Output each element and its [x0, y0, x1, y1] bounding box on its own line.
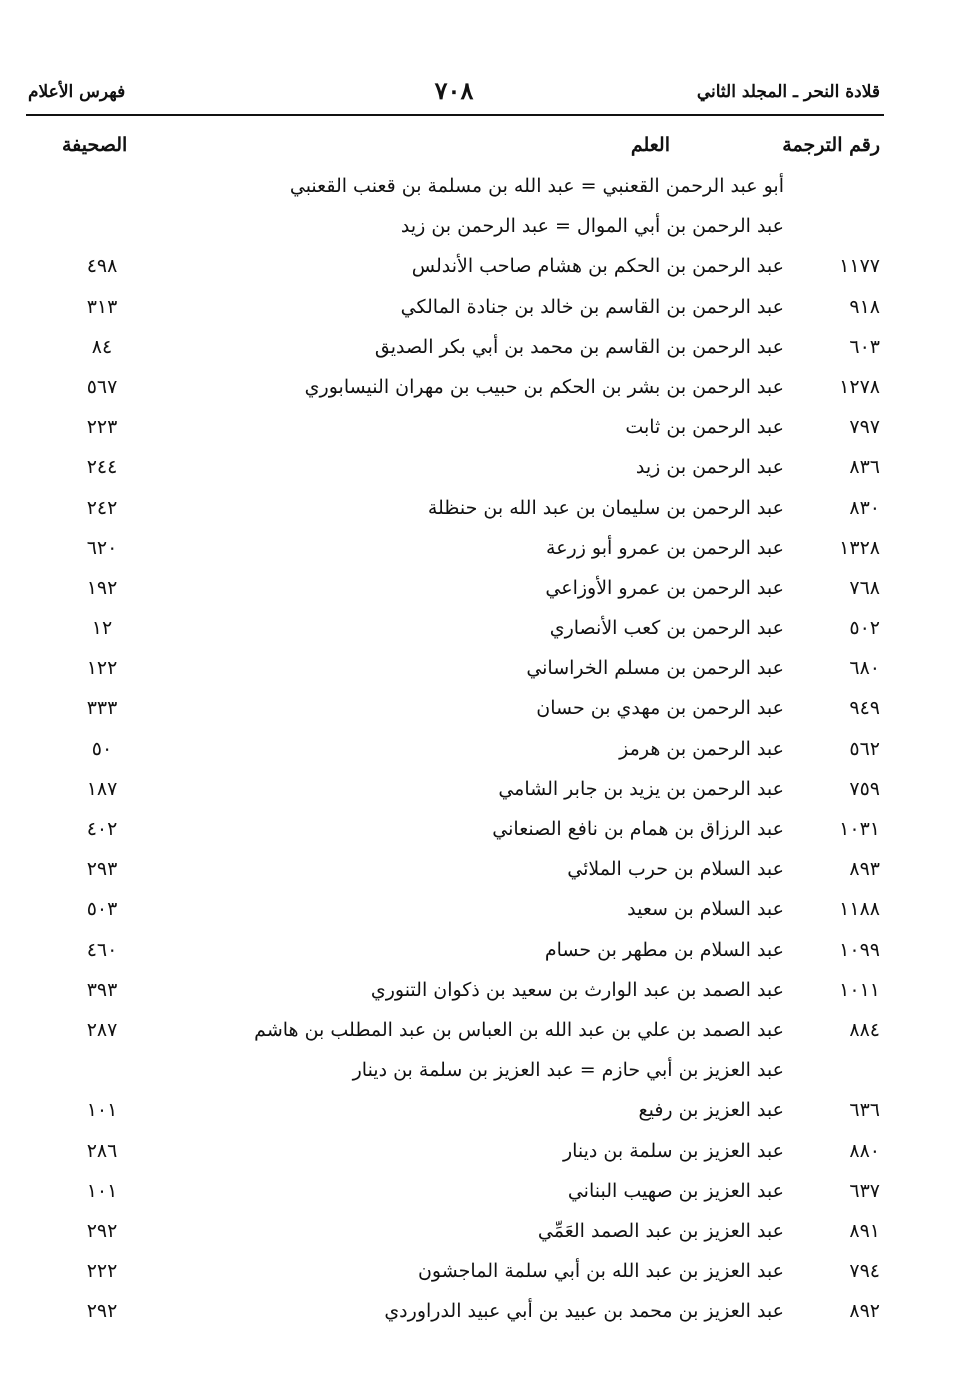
- entry-page: ٥٠٣: [86, 898, 118, 921]
- entry-name: عبد الرحمن بن أبي الموال = عبد الرحمن بن زيد: [400, 215, 784, 238]
- entry-page: ٢٢٣: [86, 416, 118, 439]
- index-entry: [0, 1251, 956, 1291]
- entry-name: عبد السلام بن سعيد: [627, 898, 784, 921]
- column-header-page: الصحيفة: [62, 134, 128, 156]
- index-entry: [0, 367, 956, 407]
- entry-page: ٢٤٤: [86, 456, 118, 479]
- entry-number: ٧٩٤: [849, 1260, 880, 1283]
- entry-number: ٨٩١: [849, 1219, 880, 1242]
- entry-name: عبد الرحمن بن مهدي بن حسان: [536, 697, 784, 720]
- index-entry: [0, 889, 956, 929]
- entry-page: ٥٦٧: [86, 375, 118, 398]
- entry-page: ٢٤٢: [86, 496, 118, 519]
- index-entry: [0, 447, 956, 487]
- entry-page: ١٠١: [86, 1179, 118, 1202]
- running-head: [28, 76, 880, 110]
- entry-number: ٨٨٤: [849, 1018, 880, 1041]
- entry-number: ٧٩٧: [849, 416, 880, 439]
- entry-number: ٨٨٠: [849, 1139, 880, 1162]
- index-entry: [0, 608, 956, 648]
- entry-name: عبد الرحمن بن القاسم بن محمد بن أبي بكر الصديق: [374, 335, 784, 358]
- entry-number: ٥٦٢: [849, 737, 880, 760]
- entry-number: ٦٨٠: [849, 657, 880, 680]
- entry-name: عبد العزيز بن صهيب البناني: [567, 1179, 784, 1202]
- entry-number: ١١٧٧: [839, 255, 880, 278]
- index-entry: [0, 246, 956, 286]
- index-entry: [0, 488, 956, 528]
- index-entry: [0, 849, 956, 889]
- header-rule: [26, 114, 884, 116]
- entry-number: ٦٣٧: [849, 1179, 880, 1202]
- index-entry: [0, 1131, 956, 1171]
- entry-page: ٣٣٣: [86, 697, 118, 720]
- entry-page: ١٩٢: [86, 576, 118, 599]
- entry-name: عبد الرحمن بن هرمز: [619, 737, 784, 760]
- entry-number: ٨٩٣: [849, 858, 880, 881]
- entry-number: ١٠١١: [839, 978, 880, 1001]
- index-entry: [0, 1010, 956, 1050]
- entry-page: ٣١٣: [86, 295, 118, 318]
- entry-name: عبد الرحمن بن سليمان بن عبد الله بن حنظلة: [427, 496, 784, 519]
- entry-page: ٤٦٠: [86, 938, 118, 961]
- entry-name: عبد العزيز بن عبد الله بن أبي سلمة الماجشون: [417, 1260, 784, 1283]
- entry-page: ١٨٧: [86, 777, 118, 800]
- entry-page: ١٢: [91, 617, 113, 640]
- entry-name: عبد الرحمن بن كعب الأنصاري: [549, 617, 784, 640]
- entry-number: ٨٣٠: [849, 496, 880, 519]
- column-header-number: رقم الترجمة: [782, 134, 880, 156]
- entry-name: عبد الصمد بن علي بن عبد الله بن العباس بن عبد المطلب بن هاشم: [254, 1018, 784, 1041]
- index-entry: [0, 729, 956, 769]
- entry-name: عبد الرحمن بن عمرو الأوزاعي: [545, 576, 784, 599]
- index-entry: [0, 688, 956, 728]
- entry-page: ٦٢٠: [86, 536, 118, 559]
- entry-name: عبد الصمد بن عبد الوارث بن سعيد بن ذكوان التنوري: [370, 978, 784, 1001]
- entry-page: ٢٨٦: [86, 1139, 118, 1162]
- index-entry: [0, 327, 956, 367]
- index-entry: [0, 287, 956, 327]
- entry-number: ٩١٨: [849, 295, 880, 318]
- index-entry: [0, 809, 956, 849]
- entry-number: ٧٦٨: [849, 576, 880, 599]
- entry-name: عبد العزيز بن سلمة بن دينار: [562, 1139, 784, 1162]
- entry-name: عبد العزيز بن محمد بن عبيد بن أبي عبيد الدراوردي: [384, 1300, 784, 1323]
- entry-name: عبد الرحمن بن زيد: [635, 456, 784, 479]
- entry-page: ٨٤: [91, 335, 113, 358]
- entry-number: ٦٠٣: [849, 335, 880, 358]
- entry-page: ٢٨٧: [86, 1018, 118, 1041]
- entry-number: ١٣٢٨: [839, 536, 880, 559]
- index-entry: [0, 166, 956, 206]
- entry-page: ٥٠: [91, 737, 113, 760]
- index-entry: [0, 528, 956, 568]
- index-entry: [0, 970, 956, 1010]
- index-entry: [0, 1291, 956, 1331]
- section-title: فهرس الأعلام: [28, 82, 126, 102]
- page-number: ٧٠٨: [434, 76, 474, 105]
- index-entry: [0, 930, 956, 970]
- entry-page: ٢٩٣: [86, 858, 118, 881]
- entry-name: عبد السلام بن مطهر بن حسام: [544, 938, 784, 961]
- entry-number: ١٢٧٨: [839, 375, 880, 398]
- index-entry: [0, 1050, 956, 1090]
- index-entry: [0, 1171, 956, 1211]
- entry-page: ٢٢٢: [86, 1260, 118, 1283]
- entry-number: ٩٤٩: [849, 697, 880, 720]
- entry-name: عبد العزيز بن أبي حازم = عبد العزيز بن سلمة بن دينار: [352, 1059, 784, 1082]
- index-entry: [0, 648, 956, 688]
- entry-name: عبد العزيز بن عبد الصمد العَمِّي: [537, 1219, 784, 1242]
- entry-number: ١١٨٨: [839, 898, 880, 921]
- entry-name: عبد الرزاق بن همام بن نافع الصنعاني: [492, 818, 784, 840]
- entry-name: عبد الرحمن بن ثابت: [625, 416, 784, 439]
- index-entry: [0, 769, 956, 809]
- entry-name: عبد الرحمن بن القاسم بن خالد بن جنادة المالكي: [400, 295, 784, 318]
- index-entry: [0, 407, 956, 447]
- entry-name: أبو عبد الرحمن القعنبي = عبد الله بن مسلمة بن قعنب القعنبي: [289, 175, 784, 197]
- index-entries: [0, 166, 956, 1331]
- entry-name: عبد الرحمن بن عمرو أبو زرعة: [546, 536, 784, 559]
- entry-number: ٨٣٦: [849, 456, 880, 479]
- entry-page: ١٢٢: [86, 657, 118, 680]
- column-header-name: العلم: [630, 134, 670, 156]
- index-entry: [0, 1211, 956, 1251]
- entry-name: عبد الرحمن بن الحكم بن هشام صاحب الأندلس: [411, 255, 784, 278]
- entry-page: ٢٩٢: [86, 1219, 118, 1242]
- book-title: قلادة النحر ـ المجلد الثاني: [696, 82, 880, 102]
- entry-number: ١٠٩٩: [839, 938, 880, 961]
- entry-number: ١٠٣١: [839, 818, 880, 840]
- entry-name: عبد السلام بن حرب الملائي: [567, 858, 784, 881]
- entry-page: ٤٩٨: [86, 255, 118, 278]
- column-headers: [0, 134, 956, 168]
- entry-number: ٥٠٢: [849, 617, 880, 640]
- entry-name: عبد الرحمن بن مسلم الخراساني: [526, 657, 784, 680]
- entry-name: عبد الرحمن بن يزيد بن جابر الشامي: [498, 777, 784, 800]
- entry-number: ٨٩٢: [849, 1300, 880, 1323]
- index-entry: [0, 568, 956, 608]
- entry-page: ١٠١: [86, 1099, 118, 1122]
- entry-page: ٤٠٢: [86, 818, 118, 840]
- entry-name: عبد الرحمن بن بشر بن الحكم بن حبيب بن مهران النيسابوري: [304, 375, 784, 398]
- entry-page: ٣٩٣: [86, 978, 118, 1001]
- entry-name: عبد العزيز بن رفيع: [638, 1099, 784, 1122]
- entry-number: ٧٥٩: [849, 777, 880, 800]
- index-entry: [0, 206, 956, 246]
- entry-page: ٢٩٢: [86, 1300, 118, 1323]
- entry-number: ٦٣٦: [849, 1099, 880, 1122]
- index-entry: [0, 1090, 956, 1130]
